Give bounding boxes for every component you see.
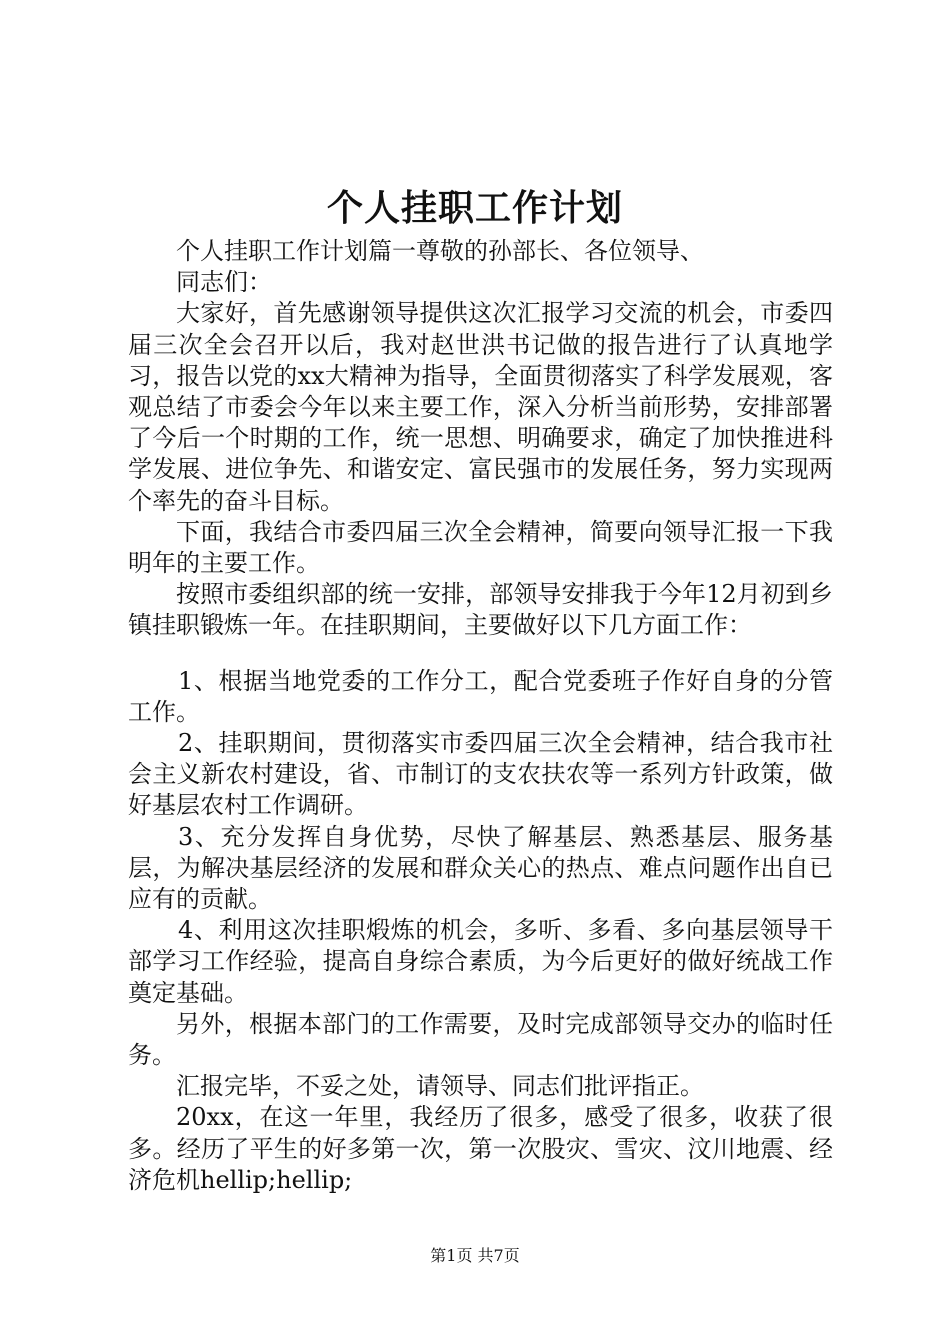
- paragraph: 按照市委组织部的统一安排，部领导安排我于今年12月初到乡镇挂职锻炼一年。在挂职期间，主要做好以下几方面工作：: [128, 580, 833, 640]
- paragraph: 另外，根据本部门的工作需要，及时完成部领导交办的临时任务。: [128, 1009, 833, 1070]
- document-title: 个人挂职工作计划: [326, 187, 623, 229]
- paragraph: 汇报完毕，不妥之处，请领导、同志们批评指正。: [176, 1072, 704, 1101]
- paragraph: 4、利用这次挂职煅炼的机会，多听、多看、多向基层领导干部学习工作经验，提高自身综合素质，为今后更好的做好统战工作奠定基础。: [128, 916, 833, 1007]
- paragraph: 20xx，在这一年里，我经历了很多，感受了很多，收获了很多。经历了平生的好多第一次，第一次股灾、雪灾、汶川地震、经济危机hellip;hellip;: [128, 1103, 833, 1194]
- paragraph: 大家好，首先感谢领导提供这次汇报学习交流的机会，市委四届三次全会召开以后，我对赵世洪书记做的报告进行了认真地学习，报告以党的xx大精神为指导，全面贯彻落实了科学发展观，客观总结了市委会今年以来主要工作，深入分析当前形势，安排部署了今后一个时期的工作，统一思想、明确要求，确定了加快推进科学发展、进位争先、和谐安定、富民强市的发展任务，努力实现两个率先的奋斗目标。: [128, 299, 833, 515]
- paragraph: 同志们：: [176, 268, 272, 297]
- paragraph: 个人挂职工作计划篇一尊敬的孙部长、各位领导、: [176, 237, 704, 265]
- paragraph: 1、根据当地党委的工作分工，配合党委班子作好自身的分管工作。: [128, 666, 833, 726]
- paragraph: 下面，我结合市委四届三次全会精神，简要向领导汇报一下我明年的主要工作。: [128, 517, 833, 578]
- document-body: [128, 236, 833, 1196]
- paragraph: 2、挂职期间，贯彻落实市委四届三次全会精神，结合我市社会主义新农村建设，省、市制订的支农扶农等一系列方针政策，做好基层农村工作调研。: [128, 729, 833, 820]
- paragraph: 3、充分发挥自身优势，尽快了解基层、熟悉基层、服务基层，为解决基层经济的发展和群众关心的热点、难点问题作出自已应有的贡献。: [128, 822, 833, 914]
- page-number: 第1页 共7页: [430, 1246, 520, 1265]
